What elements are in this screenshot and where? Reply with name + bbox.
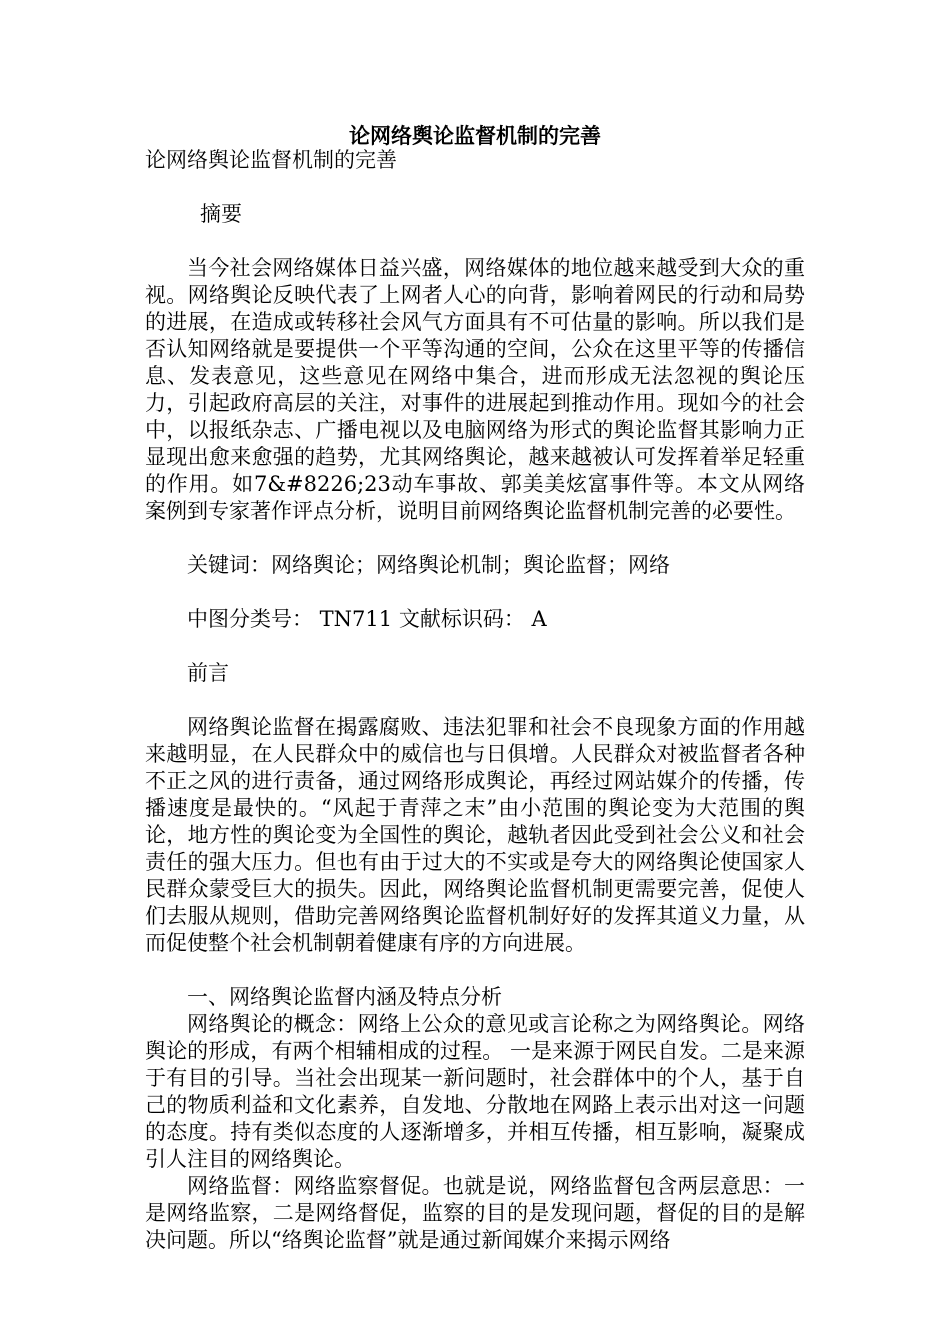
spacer xyxy=(145,633,805,660)
section-paragraph: 网络舆论的概念：网络上公众的意见或言论称之为网络舆论。网络舆论的形成，有两个相辅相成的过程。 一是来源于网民自发。二是来源于有目的引导。当社会出现某一新问题时，社会群体中的个人，基于自己的物质利益和文化素养，自发地、分散地在网路上表示出对这一问题的态度。持有类似态度的人逐渐增多，并相互传播，相互影响，凝聚成引人注目的网络舆论。 xyxy=(145,1012,805,1171)
spacer xyxy=(145,228,805,255)
spacer xyxy=(145,957,805,984)
spacer xyxy=(145,687,805,714)
document-body xyxy=(145,147,805,1254)
spacer xyxy=(145,174,805,201)
abstract-heading: 摘要 xyxy=(200,202,242,226)
document-subtitle: 论网络舆论监督机制的完善 xyxy=(145,148,397,172)
classification-line: 中图分类号： TN711 文献标识码： A xyxy=(187,607,547,631)
section-paragraph: 网络监督：网络监察督促。也就是说，网络监督包含两层意思：一是网络监察，二是网络督促，监察的目的是发现问题，督促的目的是解决问题。所以“络舆论监督”就是通过新闻媒介来揭示网络 xyxy=(145,1174,805,1252)
keywords-line: 关键词：网络舆论；网络舆论机制；舆论监督；网络 xyxy=(187,553,670,577)
spacer xyxy=(145,525,805,552)
preface-heading: 前言 xyxy=(187,661,229,685)
document-title: 论网络舆论监督机制的完善 xyxy=(349,123,601,148)
abstract-paragraph: 当今社会网络媒体日益兴盛，网络媒体的地位越来越受到大众的重视。网络舆论反映代表了上网者人心的向背，影响着网民的行动和局势的进展，在造成或转移社会风气方面具有不可估量的影响。所以我们是否认知网络就是要提供一个平等沟通的空间，公众在这里平等的传播信息、发表意见，这些意见在网络中集合，进而形成无法忽视的舆论压力，引起政府高层的关注，对事件的进展起到推动作用。现如今的社会中，以报纸杂志、广播电视以及电脑网络为形式的舆论监督其影响力正显现出愈来愈强的趋势，尤其网络舆论，越来越被认可发挥着举足轻重的作用。如7&#8226;23动车事故、郭美美炫富事件等。本文从网络案例到专家著作评点分析，说明目前网络舆论监督机制完善的必要性。 xyxy=(145,256,805,523)
spacer xyxy=(145,579,805,606)
preface-paragraph: 网络舆论监督在揭露腐败、违法犯罪和社会不良现象方面的作用越来越明显，在人民群众中的威信也与日俱增。人民群众对被监督者各种不正之风的进行责备，通过网络形成舆论，再经过网站媒介的传播，传播速度是最快的。“风起于青萍之末”由小范围的舆论变为大范围的舆论，地方性的舆论变为全国性的舆论，越轨者因此受到社会公义和社会责任的强大压力。但也有由于过大的不实或是夸大的网络舆论使国家人民群众蒙受巨大的损失。因此，网络舆论监督机制更需要完善，促使人们去服从规则，借助完善网络舆论监督机制好好的发挥其道义力量，从而促使整个社会机制朝着健康有序的方向进展。 xyxy=(145,715,805,955)
section-heading: 一、网络舆论监督内涵及特点分析 xyxy=(187,985,502,1009)
